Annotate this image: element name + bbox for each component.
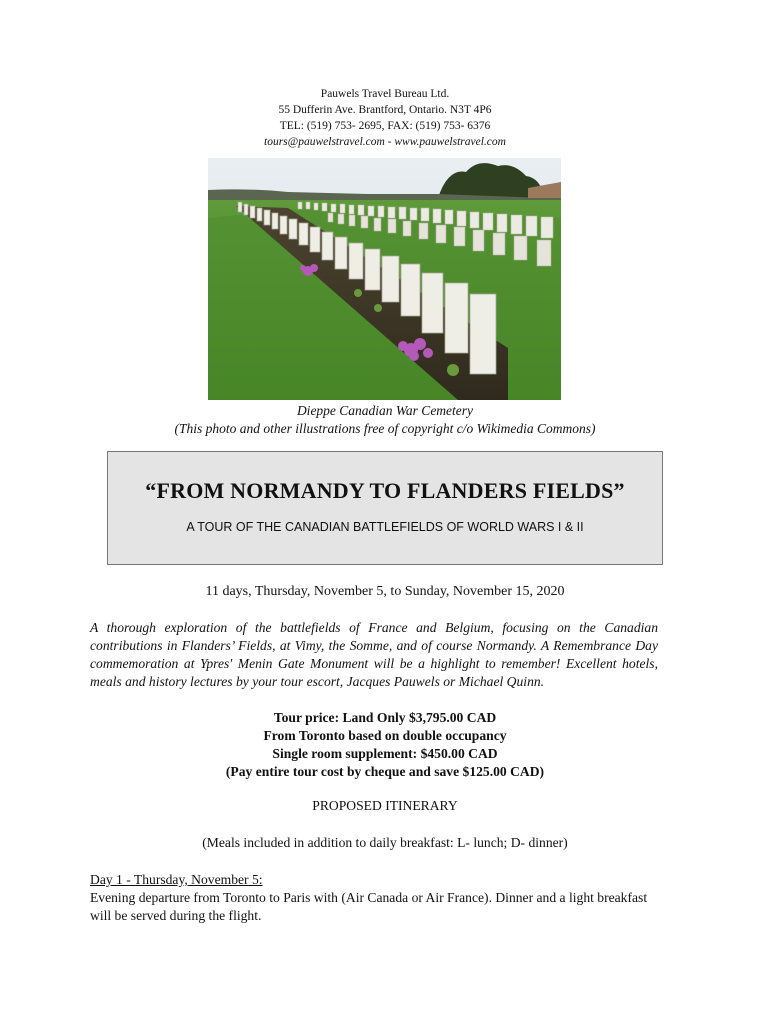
occupancy-note: From Toronto based on double occupancy [263, 728, 507, 743]
tour-dates: 11 days, Thursday, November 5, to Sunday, November 15, 2020 [205, 584, 565, 599]
war-cemetery-photo-icon [208, 158, 561, 400]
photo-caption [0, 402, 770, 438]
caption-credit: (This photo and other illustrations free of copyright c/o Wikimedia Commons) [174, 421, 596, 436]
tour-price: Tour price: Land Only $3,795.00 CAD [273, 710, 497, 725]
itinerary-title: PROPOSED ITINERARY [312, 798, 458, 813]
itinerary-day [90, 871, 670, 925]
company-phone: TEL: (519) 753- 2695, FAX: (519) 753- 6376 [279, 120, 491, 132]
tour-subtitle: A TOUR OF THE CANADIAN BATTLEFIELDS OF WORLD WARS I & II [186, 520, 584, 534]
meals-note: (Meals included in addition to daily breakfast: L- lunch; D- dinner) [202, 835, 568, 850]
tour-title: “FROM NORMANDY TO FLANDERS FIELDS” [145, 478, 625, 503]
caption-title: Dieppe Canadian War Cemetery [296, 403, 474, 418]
single-supplement: Single room supplement: $450.00 CAD [272, 746, 498, 761]
day-text: Evening departure from Toronto to Paris with (Air Canada or Air France). Dinner and a light breakfast will be served during the flight. [90, 890, 648, 923]
cheque-discount: (Pay entire tour cost by cheque and save $125.00 CAD) [225, 764, 545, 779]
price-block [0, 709, 770, 781]
tour-title-box [107, 451, 663, 565]
company-header [0, 86, 770, 150]
company-address: 55 Dufferin Ave. Brantford, Ontario. N3T 4P6 [278, 104, 492, 116]
company-name: Pauwels Travel Bureau Ltd. [320, 88, 450, 100]
war-cemetery-photo [208, 158, 561, 400]
day-heading: Day 1 - Thursday, November 5: [90, 872, 263, 887]
tour-description: A thorough exploration of the battlefields of France and Belgium, focusing on the Canadian contributions in Flanders’ Fields, at Vimy, the Somme, and of course Normandy. A Remembrance Day commemoration at Ypres' Menin Gate Monument will be a highlight to remember! Excellent hotels, meals and history lectures by your tour escort, Jacques Pauwels or Michael Quinn. [90, 620, 658, 689]
company-contact: tours@pauwelstravel.com - www.pauwelstravel.com [264, 136, 506, 148]
